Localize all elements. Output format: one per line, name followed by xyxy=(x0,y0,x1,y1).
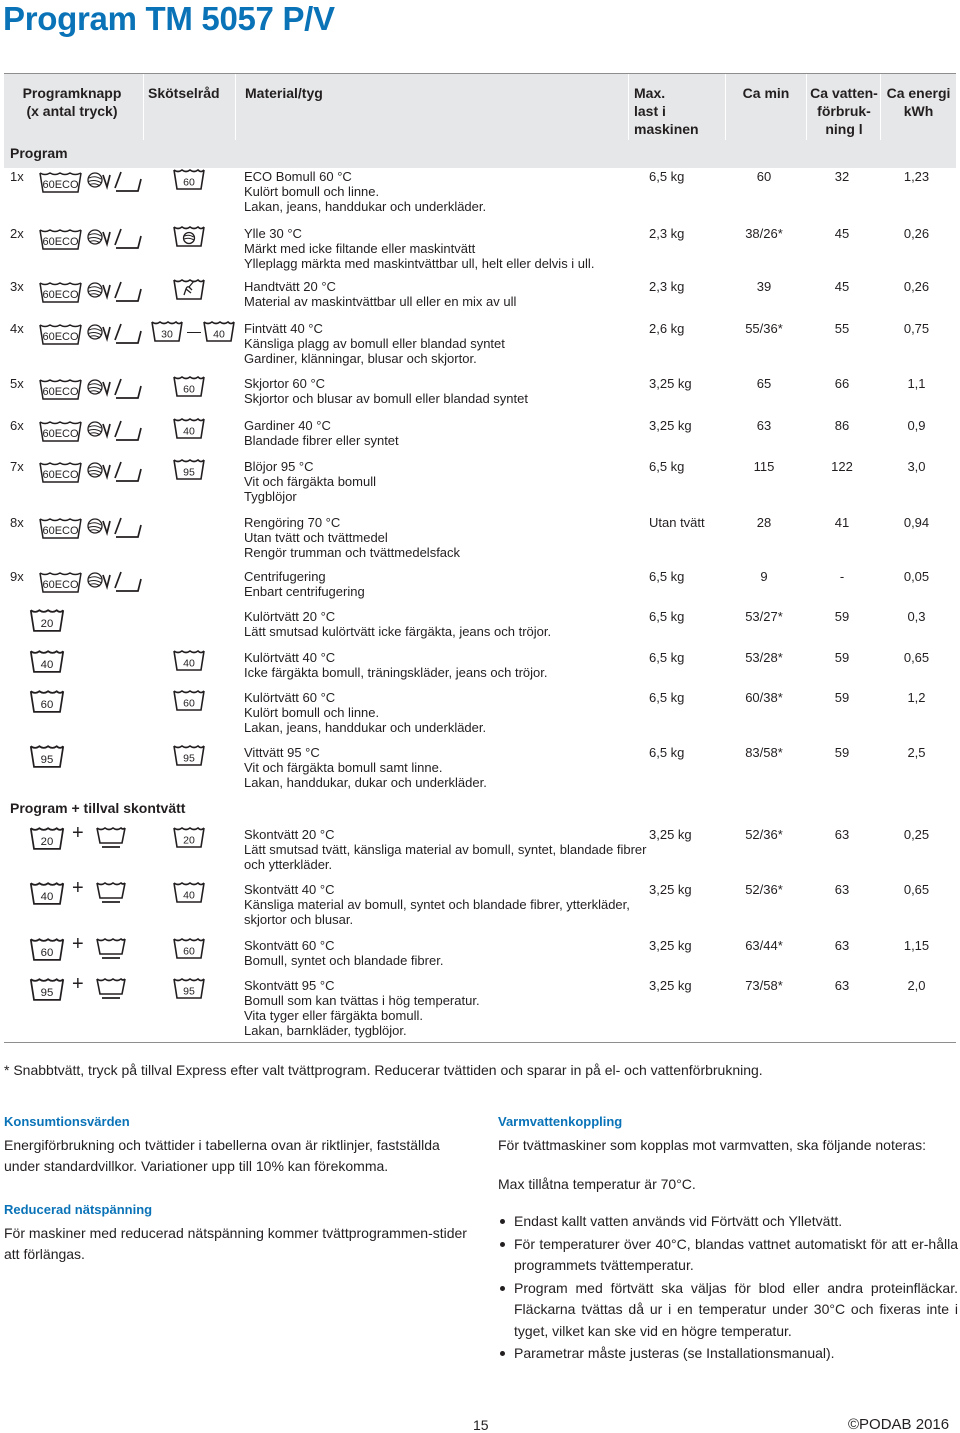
program-button-icon xyxy=(38,374,143,401)
program-description: Kulörtvätt 20 °C Lätt smutsad kulörtvätt icke färgäkta, jeans och tröjor. xyxy=(244,609,552,639)
program-label: Program xyxy=(10,145,68,161)
cell-duration: 115 xyxy=(753,459,775,474)
cell-duration: 65 xyxy=(756,376,772,391)
cell-max-load: 3,25 kg xyxy=(649,882,692,897)
svg-text:60ECO: 60ECO xyxy=(42,386,79,398)
wash-tub-60-icon xyxy=(172,167,206,191)
temp-button xyxy=(28,877,84,907)
program-description: Gardiner 40 °C Blandade fibrer eller syntet xyxy=(244,418,399,448)
header-material: Material/tyg xyxy=(245,85,323,101)
care-symbol xyxy=(172,167,206,194)
cell-duration: 53/27* xyxy=(745,609,783,624)
press-count: 9x xyxy=(10,569,24,584)
cell-energy: 0,3 xyxy=(907,609,926,624)
program-description: Blöjor 95 °C Vit och färgäkta bomull Tygblöjor xyxy=(244,459,376,504)
page-number: 15 xyxy=(473,1417,489,1433)
footnote: * Snabbtvätt, tryck på tillval Express efter valt tvättprogram. Reducerar tvättiden och sparar in på el- och vattenförbrukning. xyxy=(4,1062,763,1078)
cell-duration: 63 xyxy=(756,418,772,433)
cell-energy: 1,2 xyxy=(907,690,926,705)
program-description: Handtvätt 20 °C Material av maskintvättbar ull eller en mix av ull xyxy=(244,279,517,309)
list-item: Parametrar måste justeras (se Installationsmanual). xyxy=(498,1343,958,1365)
reducerad-text: För maskiner med reducerad nätspänning kommer tvättprogrammen-stider att förlängas. xyxy=(4,1225,467,1262)
svg-text:40: 40 xyxy=(183,889,195,902)
program-button-icon xyxy=(38,513,143,540)
page-title: Program TM 5057 P/V xyxy=(3,0,335,37)
care-symbol xyxy=(172,688,206,715)
wash-tub-60-icon xyxy=(172,688,206,712)
svg-text:30: 30 xyxy=(161,328,173,341)
cell-duration: 63/44* xyxy=(745,938,783,953)
program-button-icon xyxy=(38,457,143,484)
wash-tub-40-icon xyxy=(28,648,66,674)
cell-water: 45 xyxy=(834,226,850,241)
temp-button xyxy=(28,688,66,715)
cell-energy: 1,23 xyxy=(903,169,930,184)
konsumtion-section xyxy=(4,1114,474,1177)
svg-text:60ECO: 60ECO xyxy=(42,469,79,481)
svg-text:60ECO: 60ECO xyxy=(42,289,79,301)
wash-tub-95-icon xyxy=(28,976,66,1002)
cell-max-load: 6,5 kg xyxy=(649,745,685,760)
cell-water: 59 xyxy=(834,609,850,624)
program-description: Kulörtvätt 60 °C Kulört bomull och linne. Lakan, jeans, handdukar och underkläder. xyxy=(244,690,487,735)
header-max-last: Max. last i maskinen xyxy=(634,85,699,137)
program-button-icon xyxy=(38,416,143,443)
wash-tub-60-icon xyxy=(172,936,206,960)
svg-text:60: 60 xyxy=(40,947,54,960)
cell-energy: 0,65 xyxy=(903,882,930,897)
wash-tub-20-icon xyxy=(172,825,206,849)
header-ca-min: Ca min xyxy=(742,85,790,101)
care-symbol xyxy=(172,648,206,675)
wash-tub-60-icon xyxy=(28,688,66,714)
cell-water: 86 xyxy=(834,418,850,433)
program-description: Skjortor 60 °C Skjortor och blusar av bomull eller blandad syntet xyxy=(244,376,528,406)
cell-duration: 52/36* xyxy=(745,882,783,897)
program-button xyxy=(38,513,143,540)
svg-text:20: 20 xyxy=(40,836,54,849)
program-description: Skontvätt 60 °C Bomull, syntet och blandade fibrer. xyxy=(244,938,444,968)
temp-button xyxy=(28,743,66,770)
cell-duration: 38/26* xyxy=(745,226,783,241)
wash-tub-30-icon xyxy=(150,319,184,343)
cell-max-load: 6,5 kg xyxy=(649,569,685,584)
program-description: Fintvätt 40 °C Känsliga plagg av bomull eller blandad syntet Gardiner, klänningar, blusar och skjortor. xyxy=(244,321,505,366)
program-description: ECO Bomull 60 °C Kulört bomull och linne. Lakan, jeans, handdukar och underkläder. xyxy=(244,169,487,214)
copyright: ©PODAB 2016 xyxy=(848,1416,950,1433)
temp-button xyxy=(28,822,84,852)
cell-energy: 0,05 xyxy=(903,569,930,584)
gentle-tub-icon xyxy=(94,825,128,849)
wash-tub-95-icon xyxy=(172,743,206,767)
press-count: 7x xyxy=(10,459,24,474)
gentle-tub-icon xyxy=(94,880,128,904)
wash-tub-40-icon xyxy=(172,648,206,672)
cell-water: 63 xyxy=(834,827,850,842)
cell-duration: 39 xyxy=(756,279,772,294)
press-count: 8x xyxy=(10,515,24,530)
svg-text:60ECO: 60ECO xyxy=(42,428,79,440)
program-button xyxy=(38,374,143,401)
svg-text:60: 60 xyxy=(183,383,195,396)
wash-tub-95-icon xyxy=(172,976,206,1000)
svg-text:95: 95 xyxy=(183,752,195,765)
svg-text:60ECO: 60ECO xyxy=(42,179,79,191)
cell-energy: 0,25 xyxy=(903,827,930,842)
svg-text:60ECO: 60ECO xyxy=(42,236,79,248)
program-button-icon xyxy=(38,567,143,594)
temp-button xyxy=(28,933,84,963)
program-table xyxy=(4,73,956,1043)
program-description: Ylle 30 °C Märkt med icke filtande eller maskintvätt Ylleplagg märkta med maskintvättbar ull, helt eller delvis i ull. xyxy=(244,226,595,271)
wash-tub-40-icon xyxy=(202,319,236,343)
program-button xyxy=(38,416,143,443)
svg-text:60: 60 xyxy=(183,945,195,958)
wash-tub-40-icon xyxy=(172,880,206,904)
cell-energy: 0,26 xyxy=(903,279,930,294)
cell-duration: 73/58* xyxy=(745,978,783,993)
cell-duration: 55/36* xyxy=(745,321,783,336)
cell-water: 55 xyxy=(834,321,850,336)
wash-tub-20-icon xyxy=(28,825,66,851)
svg-text:60ECO: 60ECO xyxy=(42,331,79,343)
cell-max-load: 3,25 kg xyxy=(649,978,692,993)
program-description: Skontvätt 95 °C Bomull som kan tvättas i hög temperatur. Vita tyger eller färgäkta bomull. Lakan, barnkläder, tygblöjor. xyxy=(244,978,480,1038)
cell-energy: 0,65 xyxy=(903,650,930,665)
cell-energy: 1,1 xyxy=(907,376,926,391)
cell-max-load: Utan tvätt xyxy=(649,515,705,530)
cell-water: 59 xyxy=(834,690,850,705)
svg-text:40: 40 xyxy=(183,425,195,438)
care-symbol xyxy=(172,880,206,907)
svg-text:20: 20 xyxy=(40,618,54,631)
wash-tub-40-icon xyxy=(28,880,66,906)
care-symbol xyxy=(172,457,206,484)
program-button-icon xyxy=(38,224,143,251)
gentle-tub-icon xyxy=(94,936,128,960)
svg-text:95: 95 xyxy=(183,985,195,998)
cell-max-load: 3,25 kg xyxy=(649,938,692,953)
cell-water: 59 xyxy=(834,745,850,760)
temp-button xyxy=(28,607,66,634)
program-description: Skontvätt 40 °C Känsliga material av bomull, syntet och blandade fibrer, ytterkläder, skjortor och blusar. xyxy=(244,882,630,927)
cell-water: 45 xyxy=(834,279,850,294)
press-count: 4x xyxy=(10,321,24,336)
svg-text:60: 60 xyxy=(183,176,195,189)
cell-max-load: 2,6 kg xyxy=(649,321,685,336)
svg-text:20: 20 xyxy=(183,834,195,847)
program-button xyxy=(38,277,143,304)
wash-tub-60-icon xyxy=(28,936,66,962)
cell-max-load: 3,25 kg xyxy=(649,827,692,842)
temp-button xyxy=(28,973,84,1003)
cell-energy: 0,94 xyxy=(903,515,930,530)
svg-text:60ECO: 60ECO xyxy=(42,579,79,591)
header-skotselrad: Skötselråd xyxy=(148,85,220,101)
program-description: Rengöring 70 °C Utan tvätt och tvättmedel Rengör trumman och tvättmedelsfack xyxy=(244,515,461,560)
plus-icon: + xyxy=(72,822,84,844)
care-symbol xyxy=(172,416,206,443)
cell-max-load: 6,5 kg xyxy=(649,459,685,474)
list-item: För temperaturer över 40°C, blandas vattnet automatiskt för att er-hålla programmets tvättemperatur. xyxy=(498,1234,958,1277)
cell-duration: 9 xyxy=(760,569,768,584)
cell-energy: 0,75 xyxy=(903,321,930,336)
cell-water: 59 xyxy=(834,650,850,665)
program-description: Centrifugering Enbart centrifugering xyxy=(244,569,365,599)
varmvatten-list xyxy=(498,1211,958,1365)
care-symbol xyxy=(172,743,206,770)
tillval-label: Program + tillval skontvätt xyxy=(10,800,186,816)
cell-water: 122 xyxy=(831,459,853,474)
cell-water: 41 xyxy=(834,515,850,530)
temp-button xyxy=(28,648,66,675)
program-description: Vittvätt 95 °C Vit och färgäkta bomull samt linne. Lakan, handdukar, dukar och underkläder. xyxy=(244,745,487,790)
program-button xyxy=(38,567,143,594)
program-button-icon xyxy=(38,277,143,304)
press-count: 1x xyxy=(10,169,24,184)
program-button xyxy=(38,457,143,484)
svg-text:60: 60 xyxy=(183,697,195,710)
wash-tub-60-icon xyxy=(172,374,206,398)
cell-energy: 2,0 xyxy=(907,978,926,993)
list-item: Program med förtvätt ska väljas för blod eller andra proteinfläckar. Fläckarna tvättas då ur i en temperatur under 30°C och fixeras inte i tyget, vilket kan ske vid en högre temperatur. xyxy=(498,1278,958,1343)
cell-water: - xyxy=(839,569,845,584)
press-count: 6x xyxy=(10,418,24,433)
plus-icon: + xyxy=(72,877,84,899)
wool-wash-icon xyxy=(172,224,206,248)
reducerad-heading: Reducerad nätspänning xyxy=(4,1202,153,1217)
cell-energy: 0,9 xyxy=(907,418,926,433)
cell-energy: 3,0 xyxy=(907,459,926,474)
program-description: Skontvätt 20 °C Lätt smutsad tvätt, känsliga material av bomull, syntet, blandade fibrer och ytterkläder. xyxy=(244,827,647,872)
plus-icon: + xyxy=(72,933,84,955)
svg-text:60: 60 xyxy=(40,699,54,712)
svg-text:40: 40 xyxy=(40,659,54,672)
cell-energy: 1,15 xyxy=(903,938,930,953)
care-symbol xyxy=(172,374,206,401)
cell-water: 63 xyxy=(834,978,850,993)
wash-tub-95-icon xyxy=(28,743,66,769)
svg-text:40: 40 xyxy=(213,328,225,341)
press-count: 5x xyxy=(10,376,24,391)
wash-tub-20-icon xyxy=(28,607,66,633)
cell-max-load: 3,25 kg xyxy=(649,376,692,391)
cell-duration: 60/38* xyxy=(745,690,783,705)
wash-tub-95-icon xyxy=(172,457,206,481)
cell-max-load: 6,5 kg xyxy=(649,650,685,665)
varmvatten-maxtemp: Max tillåtna temperatur är 70°C. xyxy=(498,1176,696,1192)
cell-energy: 0,26 xyxy=(903,226,930,241)
cell-duration: 53/28* xyxy=(745,650,783,665)
program-description: Kulörtvätt 40 °C Icke färgäkta bomull, träningskläder, jeans och tröjor. xyxy=(244,650,548,680)
program-button xyxy=(38,319,143,346)
header-ca-energi: Ca energi kWh xyxy=(886,85,951,119)
konsumtion-text: Energiförbrukning och tvättider i tabellerna ovan är riktlinjer, fastställda under standardvillkor. Variationer upp till 10% kan förekomma. xyxy=(4,1137,440,1174)
plus-icon: + xyxy=(72,973,84,995)
cell-energy: 2,5 xyxy=(907,745,926,760)
reducerad-section xyxy=(4,1202,474,1265)
cell-duration: 52/36* xyxy=(745,827,783,842)
press-count: 2x xyxy=(10,226,24,241)
svg-text:95: 95 xyxy=(40,987,54,1000)
svg-text:60ECO: 60ECO xyxy=(42,525,79,537)
care-symbol xyxy=(172,825,206,852)
cell-max-load: 2,3 kg xyxy=(649,226,685,241)
care-symbol xyxy=(172,936,206,963)
cell-max-load: 6,5 kg xyxy=(649,169,685,184)
program-button-icon xyxy=(38,167,143,194)
svg-text:40: 40 xyxy=(40,891,54,904)
program-button xyxy=(38,224,143,251)
cell-water: 63 xyxy=(834,882,850,897)
svg-text:95: 95 xyxy=(183,466,195,479)
cell-water: 63 xyxy=(834,938,850,953)
cell-max-load: 2,3 kg xyxy=(649,279,685,294)
gentle-tub-icon xyxy=(94,976,128,1000)
header-ca-vatten: Ca vatten- förbruk- ning l xyxy=(810,85,878,137)
varmvatten-section xyxy=(498,1114,958,1366)
varmvatten-heading: Varmvattenkoppling xyxy=(498,1114,623,1129)
press-count: 3x xyxy=(10,279,24,294)
care-symbol xyxy=(172,224,206,251)
cell-water: 32 xyxy=(834,169,850,184)
wash-tub-40-icon xyxy=(172,416,206,440)
hand-wash-icon xyxy=(172,277,206,301)
cell-max-load: 6,5 kg xyxy=(649,609,685,624)
cell-max-load: 3,25 kg xyxy=(649,418,692,433)
cell-water: 66 xyxy=(834,376,850,391)
svg-text:95: 95 xyxy=(40,754,54,767)
cell-duration: 28 xyxy=(756,515,772,530)
program-button xyxy=(38,167,143,194)
list-item: Endast kallt vatten används vid Förtvätt och Ylletvätt. xyxy=(498,1211,958,1233)
cell-duration: 83/58* xyxy=(745,745,783,760)
care-symbol xyxy=(172,277,206,304)
konsumtion-heading: Konsumtionsvärden xyxy=(4,1114,130,1129)
varmvatten-intro: För tvättmaskiner som kopplas mot varmvatten, ska följande noteras: xyxy=(498,1137,926,1153)
header-programknapp: Programknapp (x antal tryck) xyxy=(22,85,122,119)
program-button-icon xyxy=(38,319,143,346)
cell-duration: 60 xyxy=(756,169,772,184)
cell-max-load: 6,5 kg xyxy=(649,690,685,705)
care-symbol xyxy=(172,976,206,1003)
svg-text:40: 40 xyxy=(183,657,195,670)
